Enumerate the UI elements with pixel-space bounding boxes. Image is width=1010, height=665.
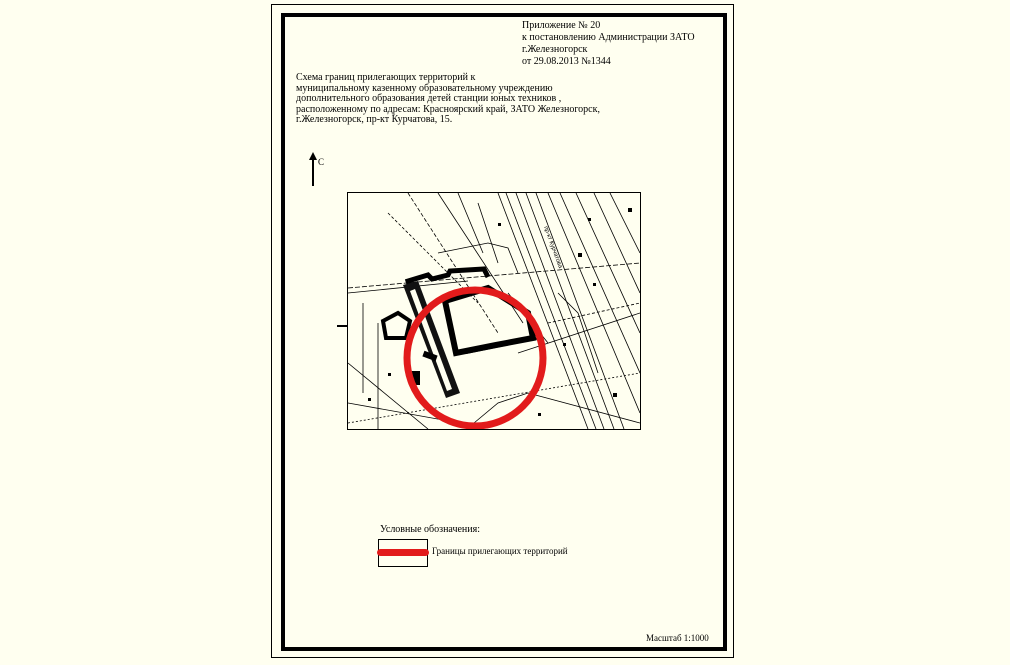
appendix-line-4: от 29.08.2013 №1344 [522,56,611,67]
appendix-line-3: г.Железногорск [522,44,588,55]
north-letter: С [318,157,325,167]
appendix-header [522,20,695,68]
caption-line-1: Схема границ прилегающих территорий к [296,72,476,83]
scale-label: Масштаб 1:1000 [646,633,709,643]
map-linework [348,193,640,429]
site-map [347,192,641,430]
legend-boundary-label: Границы прилегающих территорий [432,546,568,556]
appendix-line-2: к постановлению Администрации ЗАТО [522,32,695,43]
caption-line-5: г.Железногорск, пр-кт Курчатова, 15. [296,114,453,125]
caption-line-3: дополнительного образования детей станции юных техников , [296,93,562,104]
caption-line-2: муниципальному казенному образовательному учреждению [296,82,553,94]
legend-title: Условные обозначения: [380,524,481,535]
map-markers [368,208,632,416]
appendix-line-1: Приложение № 20 [522,20,601,31]
caption-line-4: расположенному по адресам: Красноярский край, ЗАТО Железногорск, [296,103,600,115]
street-label: пр-кт Курчатова [542,225,563,270]
north-arrow-icon [305,152,329,188]
legend-boundary-symbol [377,549,429,556]
map-caption [296,73,600,126]
site-map-drawing [348,193,640,429]
